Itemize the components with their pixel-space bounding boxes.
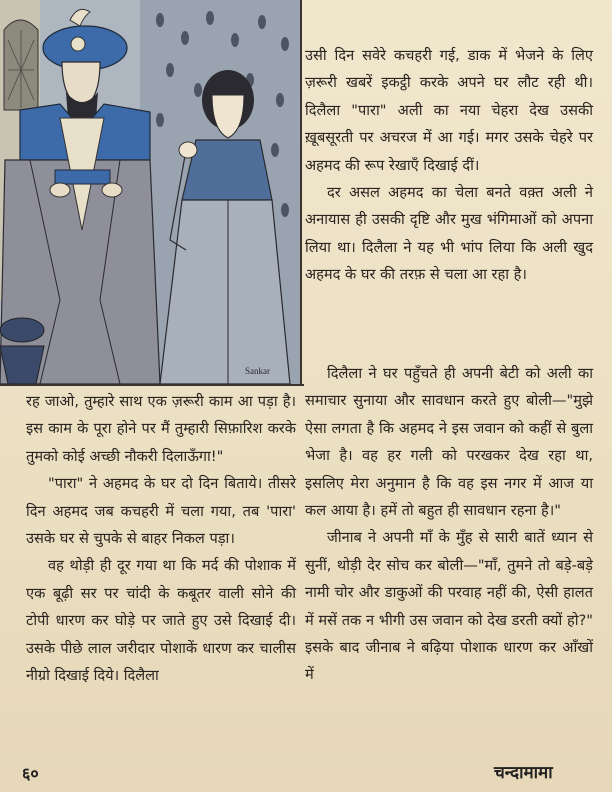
paragraph: दर असल अहमद का चेला बनते वक़्त अली ने अनायास ही उसकी दृष्टि और मुख भंगिमाओं को अपना लिया था। दिलैला ने यह भी भांप लिया कि अली खुद अहमद के घर की तरफ़ से चला आ रहा है। [305,184,593,284]
story-illustration [0,0,302,386]
paragraph: रह जाओ, तुम्हारे साथ एक ज़रूरी काम आ पड़ा है। इस काम के पूरा होने पर मैं तुम्हारी सिफ़ारिश करके तुमको कोई अच्छी नौकरी दिलाऊँगा!" [26,393,296,465]
magazine-name: चन्दामामा [494,763,553,783]
paragraph: "पारा" ने अहमद के घर दो दिन बिताये। तीसरे दिन अहमद जब कचहरी में चला गया, तब 'पारा' उसके घर से चुपके से बाहर निकल पड़ा। [26,475,296,548]
paragraph: जीनाब ने अपनी माँ के मुँह से सारी बातें ध्यान से सुनीं, थोड़ी देर सोच कर बोली—"माँ, तुमने तो बड़े-बड़े नामी चोर और डाकुओं की परवाह नहीं की, ऐसी हालत में मसें तक न भीगी उस जवान को देख डरती क्यों हो?" इसके बाद जीनाब ने बढ़िया पोशाक धारण कर आँखों में [305,529,593,684]
paragraph: दिलैला ने घर पहुँचते ही अपनी बेटी को अली का समाचार सुनाया और सावधान करते हुए बोली—"मुझे ऐसा लगता है कि अहमद ने इस जवान को कहीं से बुला भेजा है। वह हर गली को परखकर देख रहा था, इसलिए मेरा अनुमान है कि वह इस नगर में आज या कल आया है। हमें तो बहुत ही सावधान रहना है।" [305,365,593,520]
border-joint [296,384,304,386]
left-column [26,388,296,689]
paragraph: उसी दिन सवेरे कचहरी गई, डाक में भेजने के लिए ज़रूरी खबरें इकट्ठी करके अपने घर लौट रही थी। दिलैला "पारा" अली का नया चेहरा देख उसकी ख़ूबसूरती पर अचरज में आ गई। मगर उसके चेहरे पर अहमद की रूप रेखाएँ दिखाई दीं। [305,47,593,174]
right-column-bottom [305,360,593,689]
paragraph: वह थोड़ी ही दूर गया था कि मर्द की पोशाक में एक बूढ़ी सर पर चांदी के कबूतर वाली सोने की टोपी धारण कर घोड़े पर जाते हुए उसे दिखाई दी। उसके पीछे लाल जरीदार पोशाकें धारण कर चालीस नीग्रो दिखाई दिये। दिलैला [26,557,296,685]
right-column-top [305,42,593,289]
page-number: ६० [22,764,39,783]
artist-signature: Sankar [245,366,270,376]
